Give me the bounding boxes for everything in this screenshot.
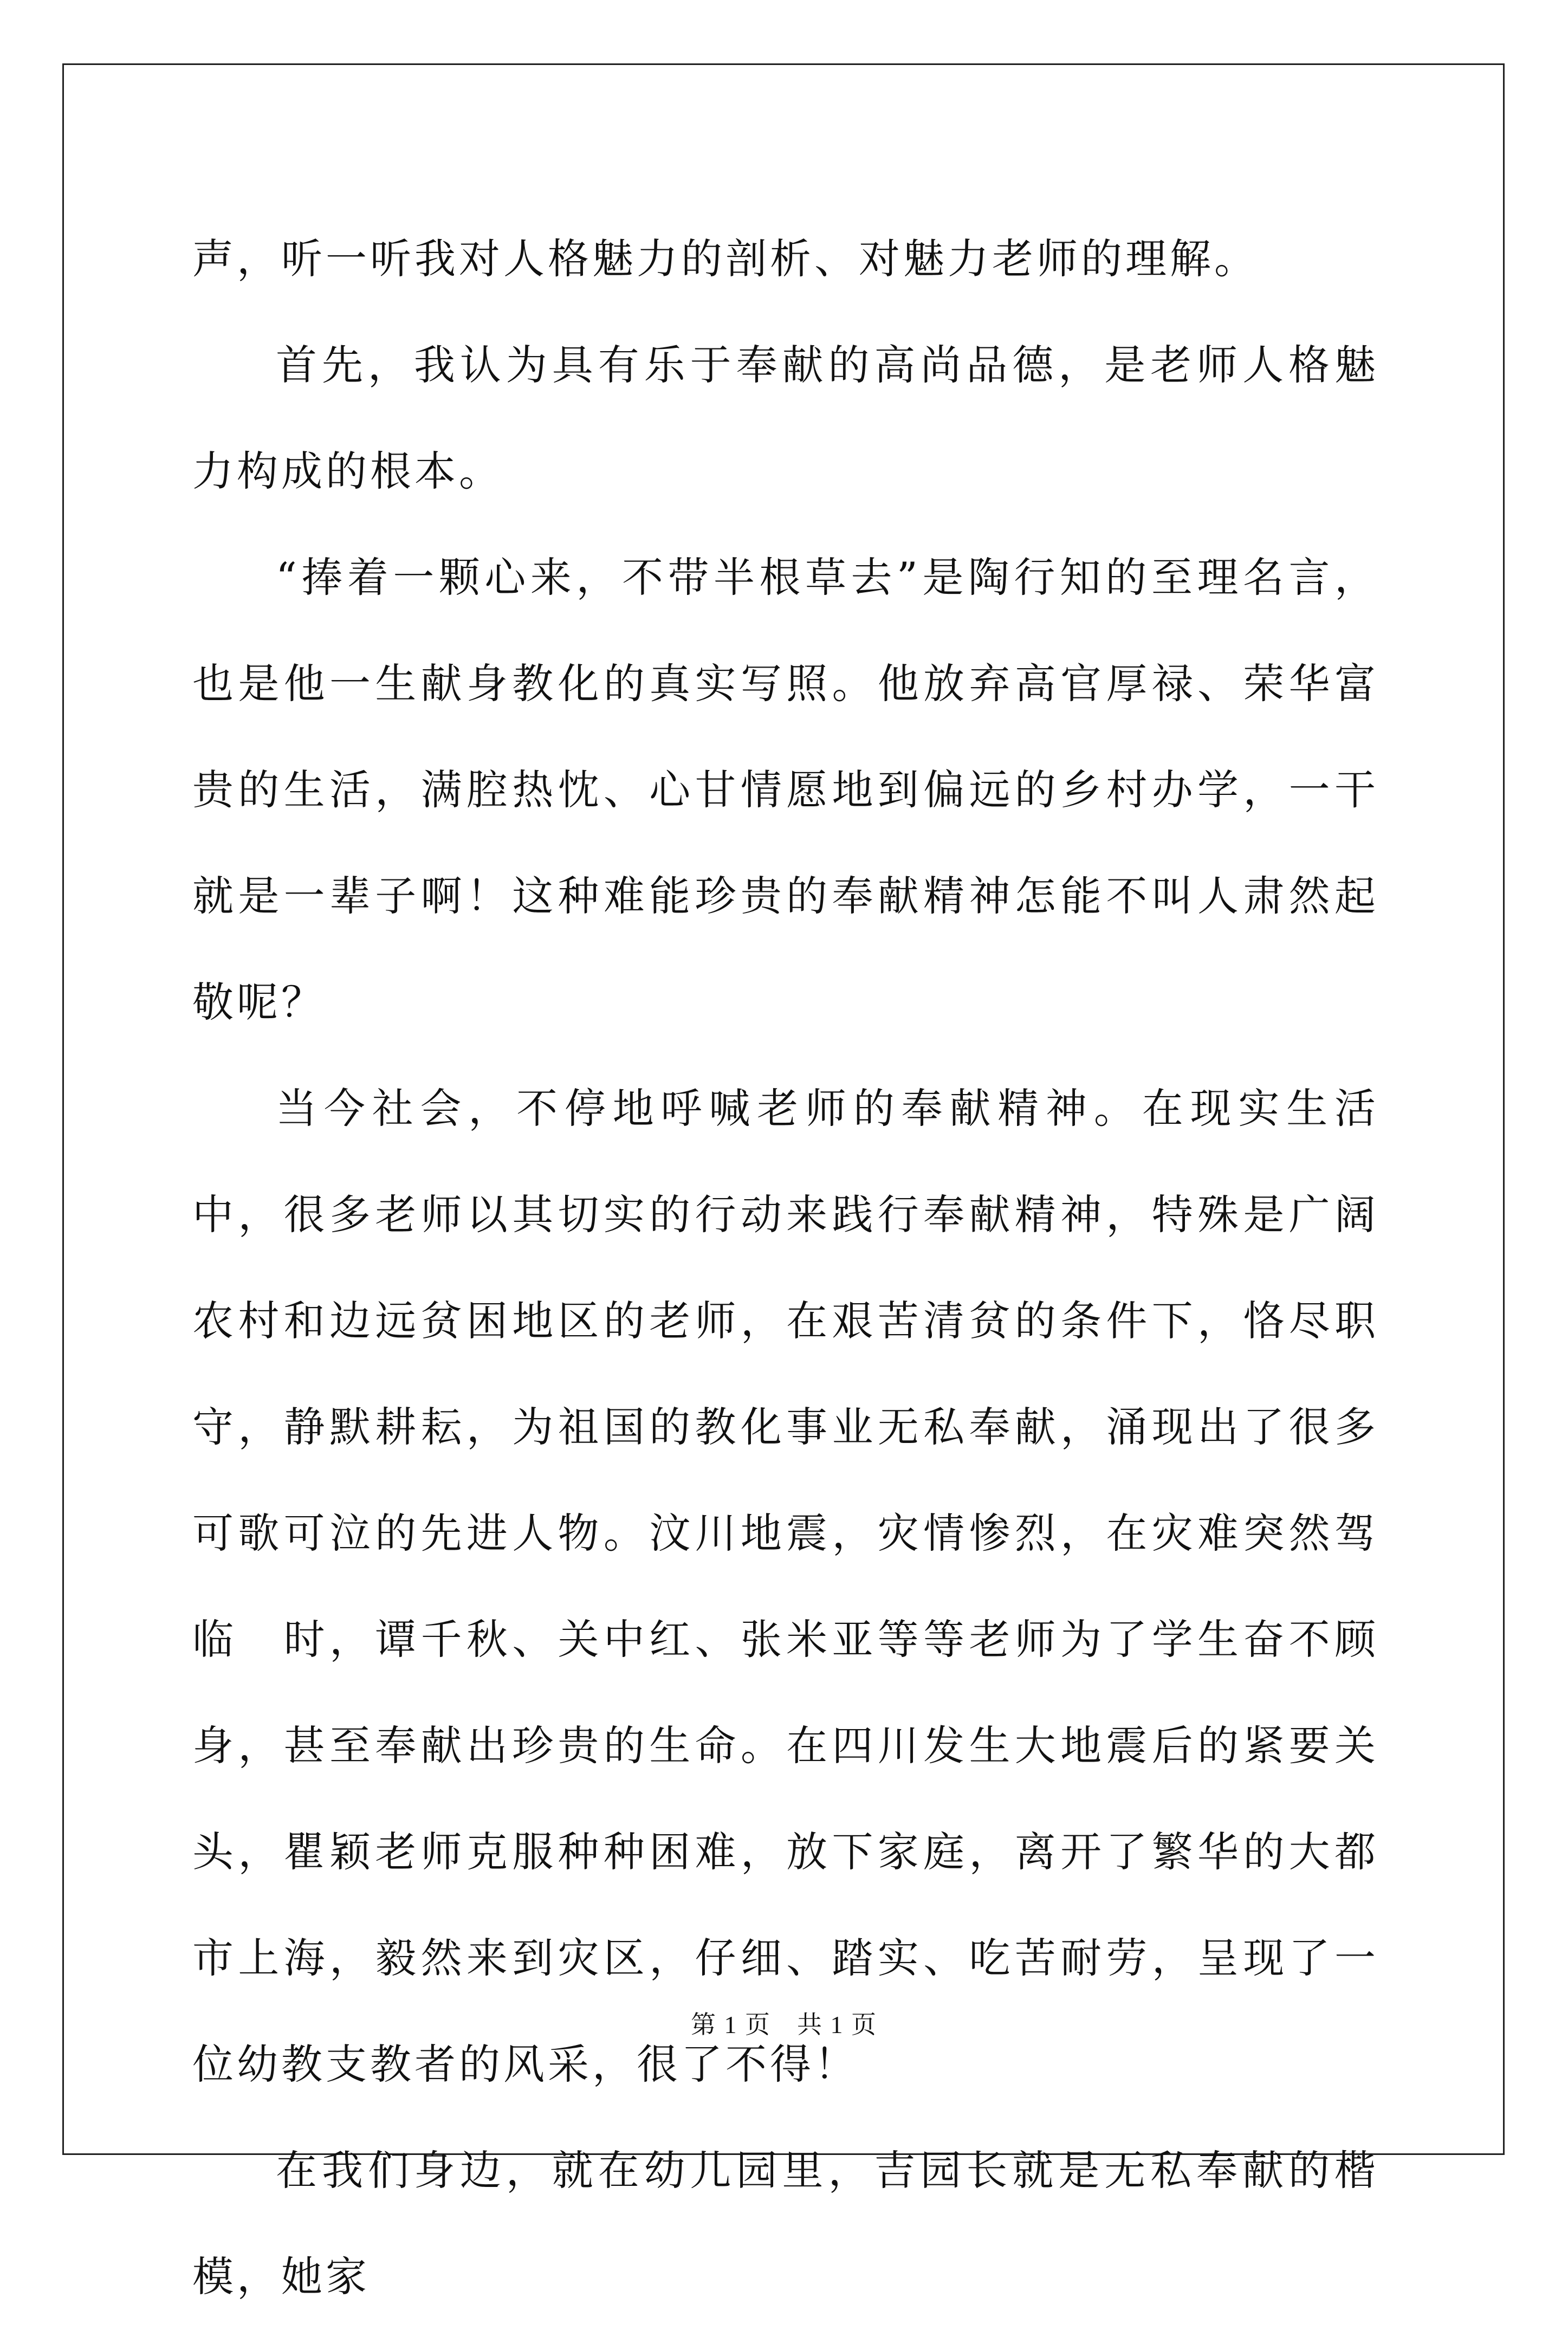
paragraph-3: “捧着一颗心来，不带半根草去”是陶行知的至理名言，也是他一生献身教化的真实写照。他放弃高官厚禄、荣华富贵的生活，满腔热忱、心甘情愿地到偏远的乡村办学，一干就是一辈子啊！这种难能珍贵的奉献精神怎能不叫人肃然起敬呢？ [192, 553, 1379, 1026]
paragraph-2: 首先，我认为具有乐于奉献的高尚品德，是老师人格魅力构成的根本。 [192, 341, 1379, 495]
paragraph-4: 当今社会，不停地呼喊老师的奉献精神。在现实生活中，很多老师以其切实的行动来践行奉献精神，特殊是广阔农村和边远贫困地区的老师，在艰苦清贫的条件下，恪尽职守，静默耕耘，为祖国的教化事业无私奉献，涌现出了很多可歌可泣的先进人物。汶川地震，灾情惨烈，在灾难突然驾临 时，谭千秋、关中红、张米亚等等老师为了学生奋不顾身，甚至奉献出珍贵的生命。在四川发生大地震后的紧要关头，瞿颖老师克服种种困难，放下家庭，离开了繁华的大都市上海，毅然来到灾区，仔细、踏实、吃苦耐劳，呈现了一位幼教支教者的风采，很了不得！ [192, 1084, 1379, 2088]
page-footer [0, 2005, 1568, 2041]
page-number-label: 第 1 页 共 1 页 [691, 2011, 877, 2038]
paragraph-5: 在我们身边，就在幼儿园里，吉园长就是无私奉献的楷模，她家 [192, 2146, 1379, 2301]
paragraph-1: 声，听一听我对人格魅力的剖析、对魅力老师的理解。 [192, 235, 1259, 283]
